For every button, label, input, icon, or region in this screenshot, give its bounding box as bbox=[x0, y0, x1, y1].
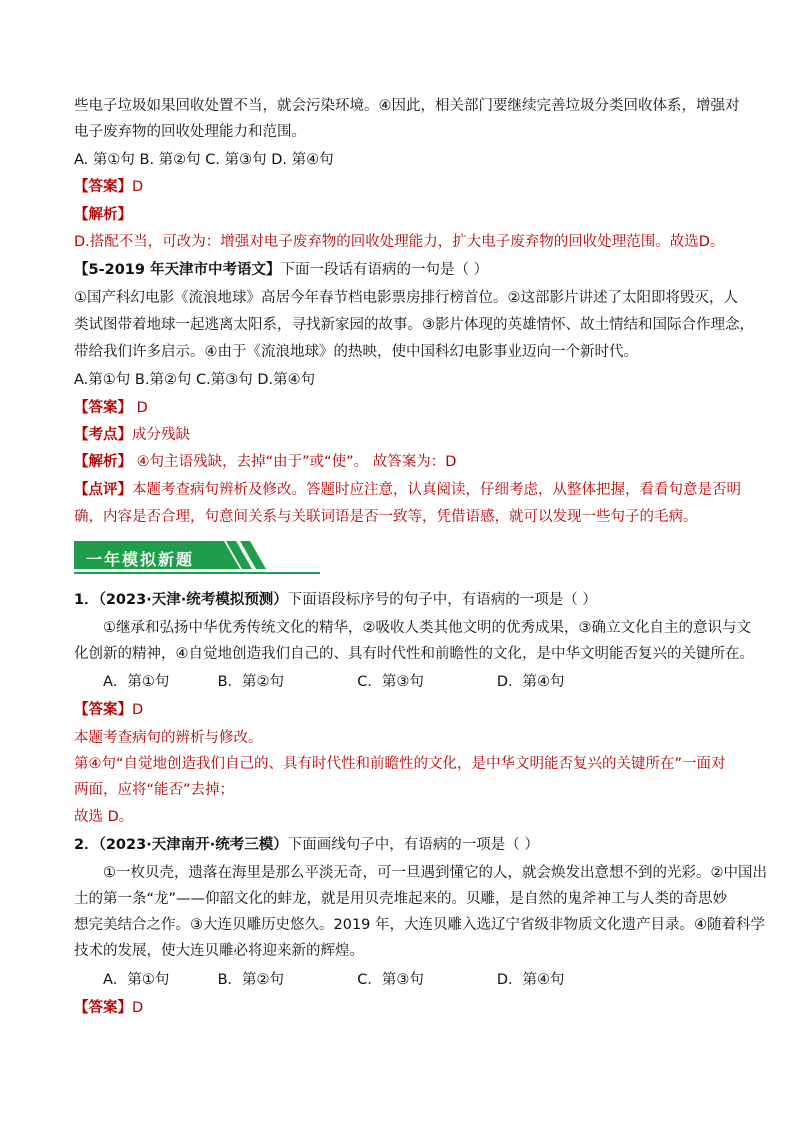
options-line: A.第①句 B.第②句 C.第③句 D.第④句 bbox=[74, 372, 316, 388]
section-banner bbox=[74, 541, 320, 575]
comment-text: 本题考查病句辨析及修改。答题时应注意，认真阅读，仔细考虑，从整体把握，看看句意是否明 bbox=[132, 482, 741, 498]
kaodian-line bbox=[74, 424, 744, 446]
comment-line bbox=[74, 479, 744, 501]
question-stem: 下面一段话有语病的一句是（ ） bbox=[280, 262, 489, 278]
answer-line bbox=[74, 699, 744, 721]
analysis-tag-line bbox=[74, 204, 744, 226]
explanation-line: 故选 D。 bbox=[74, 809, 134, 825]
answer-tag: 【答案】 bbox=[74, 400, 132, 416]
option-d: D．第④句 bbox=[496, 674, 565, 690]
question-number: 2． bbox=[74, 837, 99, 853]
answer-value: D bbox=[132, 702, 144, 718]
question-number: 1． bbox=[74, 592, 99, 608]
section-title: 一年模拟新题 bbox=[86, 550, 195, 569]
option-b: B．第②句 bbox=[217, 674, 285, 690]
option-c: C．第③句 bbox=[357, 972, 424, 988]
text-line: 些电子垃圾如果回收处置不当，就会污染环境。④因此，相关部门要继续完善垃圾分类回收体系，增强对 bbox=[74, 98, 740, 114]
answer-line bbox=[74, 997, 744, 1019]
analysis-line bbox=[74, 451, 744, 473]
option-d: D．第④句 bbox=[496, 972, 565, 988]
passage-line: ①继承和弘扬中华优秀传统文化的精华，②吸收人类其他文明的优秀成果，③确立文化自主的意识与文 bbox=[103, 620, 751, 636]
passage-line: ①一枚贝壳，遗落在海里是那么平淡无奇，可一旦遇到懂它的人，就会焕发出意想不到的光彩。②中国出 bbox=[103, 865, 767, 881]
answer-value: D bbox=[132, 1000, 144, 1016]
options-line bbox=[103, 671, 744, 693]
answer-value: D bbox=[132, 400, 148, 416]
analysis-text: D.搭配不当，可改为：增强对电子废弃物的回收处理能力，扩大电子废弃物的回收处理范围。故选D。 bbox=[74, 234, 725, 250]
answer-tag: 【答案】 bbox=[74, 179, 132, 195]
analysis-tag: 【解析】 bbox=[74, 207, 132, 223]
question-stem-line bbox=[74, 834, 744, 856]
options-line bbox=[103, 969, 744, 991]
comment-text: 确，内容是否合理，句意间关系与关联词语是否一致等，凭借语感，就可以发现一些句子的毛病。 bbox=[74, 509, 698, 525]
analysis-text: ④句主语残缺，去掉“由于”或“使”。 故答案为：D bbox=[132, 454, 457, 470]
question-source: （2023·天津·统考模拟预测） bbox=[98, 592, 288, 608]
options-line: A. 第①句 B. 第②句 C. 第③句 D. 第④句 bbox=[74, 152, 334, 168]
question-stem: 下面语段标序号的句子中，有语病的一项是（ ） bbox=[287, 592, 597, 608]
passage-line: ①国产科幻电影《流浪地球》高居今年春节档电影票房排行榜首位。②这部影片讲述了太阳即将毁灭，人 bbox=[74, 290, 738, 306]
passage-line: 化创新的精神，④自觉地创造我们自己的、具有时代性和前瞻性的文化，是中华文明能否复兴的关键所在。 bbox=[74, 646, 754, 662]
answer-line bbox=[74, 397, 744, 419]
option-a: A．第①句 bbox=[103, 674, 170, 690]
question-stem-line bbox=[74, 589, 744, 611]
question-source-tag: 【5-2019 年天津市中考语文】 bbox=[74, 262, 281, 278]
passage-line: 带给我们许多启示。④由于《流浪地球》的热映，使中国科幻电影事业迈向一个新时代。 bbox=[74, 344, 638, 360]
answer-tag: 【答案】 bbox=[74, 1000, 132, 1016]
answer-tag: 【答案】 bbox=[74, 702, 132, 718]
question-stem-line bbox=[74, 259, 744, 281]
analysis-tag: 【解析】 bbox=[74, 454, 132, 470]
kaodian-value: 成分残缺 bbox=[132, 427, 190, 443]
comment-tag: 【点评】 bbox=[74, 482, 132, 498]
passage-line: 类试图带着地球一起逃离太阳系，寻找新家园的故事。③影片体现的英雄情怀、故土情结和国际合作理念， bbox=[74, 317, 754, 333]
explanation-line: 第④句“自觉地创造我们自己的、具有时代性和前瞻性的文化，是中华文明能否复兴的关键所在”一面对 bbox=[74, 756, 726, 772]
question-source: （2023·天津南开·统考三模） bbox=[98, 837, 288, 853]
option-b: B．第②句 bbox=[217, 972, 285, 988]
explanation-line: 两面，应将“能否”去掉； bbox=[74, 782, 235, 798]
answer-line bbox=[74, 176, 744, 198]
option-a: A．第①句 bbox=[103, 972, 170, 988]
passage-line: 想完美结合之作。③大连贝雕历史悠久。2019 年，大连贝雕入选辽宁省级非物质文化遗产目录。④随着科学 bbox=[74, 917, 766, 933]
passage-line: 技术的发展，使大连贝雕必将迎来新的辉煌。 bbox=[74, 943, 364, 959]
question-stem: 下面画线句子中，有语病的一项是（ ） bbox=[287, 837, 539, 853]
option-c: C．第③句 bbox=[357, 674, 424, 690]
passage-line: 土的第一条“龙”——仰韶文化的蚌龙，就是用贝壳堆起来的。贝雕，是自然的鬼斧神工与人类的奇思妙 bbox=[74, 891, 728, 907]
explanation-line: 本题考查病句的辨析与修改。 bbox=[74, 730, 263, 746]
kaodian-tag: 【考点】 bbox=[74, 427, 132, 443]
answer-value: D bbox=[132, 179, 144, 195]
text-line: 电子废弃物的回收处理能力和范围。 bbox=[74, 124, 306, 140]
